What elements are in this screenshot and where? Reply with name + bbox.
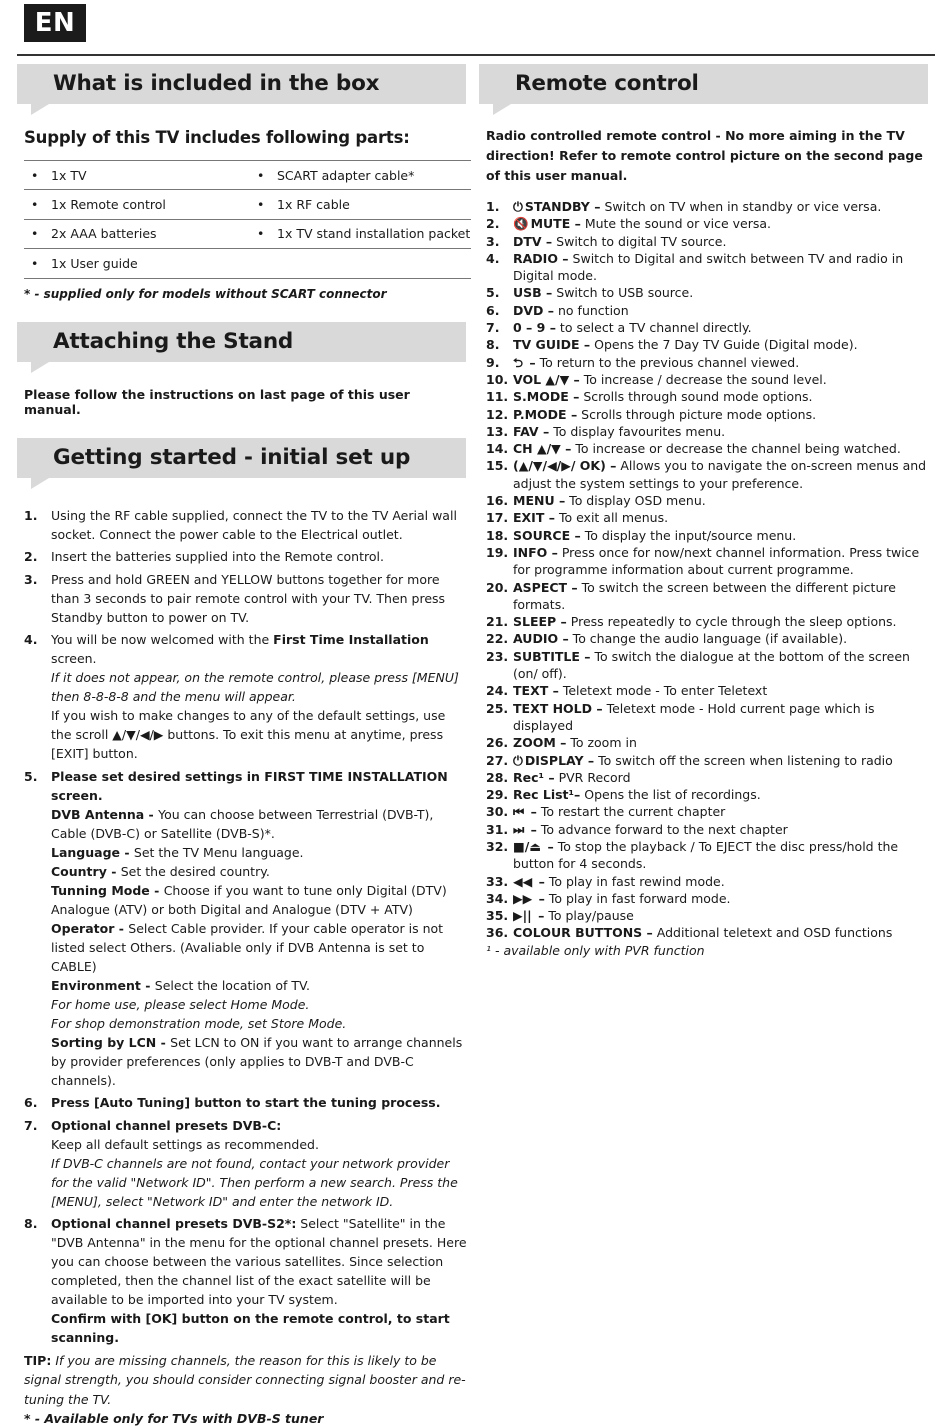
remote-key-label: DVD – [513,302,555,318]
remote-item: 18. SOURCE – To display the input/source menu. [486,527,797,543]
remote-key-description: To change the audio language (if available). [568,631,848,647]
remote-key-description: To increase / decrease the sound level. [579,371,827,387]
list-item: 2. Insert the batteries supplied into the Remote control. [24,549,384,565]
remote-key-label: SLEEP – [513,614,567,630]
stand-heading: Attaching the Stand [53,328,294,354]
remote-key-label: – [533,908,545,924]
left-column [17,64,471,1426]
table-row [24,219,471,248]
remote-item: 19. INFO – Press once for now/next channel information. Press twice for programme information about current programme. [486,544,920,578]
remote-key-description: Scrolls through picture mode options. [577,406,817,422]
remote-item: 33. ◀◀ – To play in fast rewind mode. [486,873,725,889]
remote-key-description: Opens the list of recordings. [580,787,761,803]
remote-item: 3. DTV – Switch to digital TV source. [486,233,727,249]
remote-item: 26. ZOOM – To zoom in [486,735,637,751]
part-cell: • 1x User guide [24,249,250,278]
stand-text: Please follow the instructions on last page of this user manual. [24,386,410,417]
remote-item: 7. 0 – 9 – to select a TV channel directly. [486,320,752,336]
remote-key-label: RADIO – [513,250,569,266]
remote-key-description: Switch to USB source. [552,285,694,301]
box-section-header [17,64,466,104]
remote-item: 23. SUBTITLE – To switch the dialogue at the bottom of the screen (on/ off). [486,648,910,682]
remote-key-label: AUDIO – [513,631,569,647]
remote-key-label: TEXT – [513,683,559,699]
remote-key-description: Scrolls through sound mode options. [579,389,813,405]
remote-key-description: Opens the 7 Day TV Guide (Digital mode). [590,337,858,353]
table-row [24,161,471,190]
remote-key-description: To switch the screen between the different picture formats. [513,579,896,612]
remote-key-label: – [526,821,537,837]
remote-key-label: SUBTITLE – [513,648,591,664]
remote-item: 9. ⮌ – To return to the previous channel viewed. [486,354,800,370]
remote-key-description: Teletext mode - Hold current page which is displayed [513,700,875,733]
stand-section-header [17,322,466,362]
remote-key-label: DISPLAY – [524,752,595,768]
part-cell [250,249,471,278]
remote-key-description: Mute the sound or vice versa. [580,216,772,232]
remote-button-icon: ⏻ [513,752,523,768]
remote-item: 25. TEXT HOLD – Teletext mode - Hold current page which is displayed [486,700,875,733]
remote-key-label: (▲/▼/◀/▶/ OK) – [513,458,617,474]
remote-button-icon: ▶▶ [513,890,533,906]
remote-button-icon: ⮌ [513,354,524,370]
remote-key-label: 0 – 9 – [513,320,556,336]
remote-item: 12. P.MODE – Scrolls through picture mode options. [486,406,817,422]
part-cell: • 1x Remote control [24,190,250,219]
setup-steps [24,506,469,1348]
remote-key-label: EXIT – [513,510,555,526]
remote-key-description: To display the input/source menu. [580,527,797,543]
language-badge: EN [24,4,86,42]
remote-key-label: STANDBY – [524,199,601,214]
remote-key-description: To display OSD menu. [565,493,706,509]
list-item: 5. Please set desired settings in FIRST TIME INSTALLATION screen. DVB Antenna - You can choose between Terrestrial (DVB-T), Cable (DVB-C) or Satellite (DVB-S)*. Language - Set the TV Menu language. Country - Set the desired country. Tunning Mode - Choose if you want to tune only Digital (DTV) Analogue (ATV) or both Digital and Analogue (DTV + ATV) Operator - Select Cable provider. If your cable operator is not listed select Others. (Avaliable only if DVB Antenna is set to CABLE) Environment - Select the location of TV. For home use, please select Home Mode. For shop demonstration mode, set Store Mode. Sorting by LCN - Set LCN to ON if you want to arrange channels by provider preferences (only applies to DVB-T and DVB-C channels). [24,768,463,1088]
list-item: 3. Press and hold GREEN and YELLOW buttons together for more than 3 seconds to pair remote control with your TV. Then press Standby button to power on TV. [24,571,446,625]
setup-heading: Getting started - initial set up [53,444,411,470]
list-item: 8. Optional channel presets DVB-S2*: Select "Satellite" in the "DVB Antenna" in the menu for the optional channel presets. Here you can choose between the various satellites. Since selection completed, then the channel list of the exact satellite will be available to be imported into your TV system. Confirm with [OK] button on the remote control, to start scanning. [24,1216,467,1346]
remote-key-label: MENU – [513,493,566,509]
remote-button-icon: ▶|| [513,908,532,924]
remote-item: 14. CH ▲/▼ – To increase or decrease the channel being watched. [486,441,901,457]
remote-key-label: INFO – [513,544,558,560]
part-cell: • SCART adapter cable* [250,161,471,190]
remote-key-label: – [526,804,537,820]
remote-key-label: USB – [513,285,553,301]
remote-key-label: – [543,838,554,854]
remote-key-label: TV GUIDE – [513,337,591,353]
remote-function-list [486,198,928,942]
remote-item: 11. S.MODE – Scrolls through sound mode options. [486,389,813,405]
remote-key-label: – [534,890,545,906]
part-cell: • 1x TV [24,161,250,190]
remote-item: 2. 🔇 MUTE – Mute the sound or vice versa. [486,216,772,232]
list-item: 6. Press [Auto Tuning] button to start the tuning process. [24,1095,441,1111]
remote-item: 4. RADIO – Switch to Digital and switch between TV and radio in Digital mode. [486,250,904,284]
part-cell: • 2x AAA batteries [24,219,250,248]
remote-item: 29. Rec List¹– Opens the list of recordings. [486,787,761,803]
remote-key-label: MUTE – [530,216,581,232]
remote-item: 27. ⏻ DISPLAY – To switch off the screen when listening to radio [486,752,893,768]
table-row [24,190,471,219]
remote-key-label: TEXT HOLD – [513,700,603,716]
remote-key-description: To increase or decrease the channel being watched. [571,441,901,457]
remote-key-label: DTV – [513,233,553,249]
list-item: 1. Using the RF cable supplied, connect the TV to the TV Aerial wall socket. Connect the power cable to the Electrical outlet. [24,507,457,542]
remote-item: 21. SLEEP – Press repeatedly to cycle through the sleep options. [486,614,897,630]
remote-key-label: S.MODE – [513,389,580,405]
remote-key-description: To switch the dialogue at the bottom of the screen (on/ off). [513,648,910,682]
remote-item: 6. DVD – no function [486,302,629,318]
remote-heading: Remote control [515,71,699,96]
remote-key-description: To stop the playback / To EJECT the disc press/hold the button for 4 seconds. [513,838,899,872]
part-cell: • 1x TV stand installation packet [250,219,471,248]
remote-key-label: – [534,873,545,889]
remote-item: 13. FAV – To display favourites menu. [486,423,726,439]
remote-button-icon: 🔇 [513,216,529,232]
remote-key-label: Rec List¹– [513,787,581,803]
remote-button-icon: ⏻ [513,199,523,214]
supply-title: Supply of this TV includes following parts: [24,128,410,147]
remote-key-description: To zoom in [566,735,637,751]
remote-item: 17. EXIT – To exit all menus. [486,510,669,526]
table-row [24,249,471,278]
remote-item: 32. ■/⏏ – To stop the playback / To EJECT the disc press/hold the button for 4 seconds. [486,838,899,872]
remote-item: 35. ▶|| – To play/pause [486,908,634,924]
setup-section-header [17,438,466,478]
remote-key-label: FAV – [513,423,550,439]
remote-key-description: To play/pause [544,908,634,924]
remote-button-icon: ⏭ [513,821,525,837]
remote-key-description: To display favourites menu. [549,423,726,439]
right-column [479,64,928,958]
remote-button-icon: ⏮ [513,804,525,820]
remote-key-description: Additional teletext and OSD functions [652,925,893,941]
dvbs-note: * - Available only for TVs with DVB-S tuner [24,1411,324,1426]
top-divider [17,54,935,56]
remote-section-header [479,64,928,104]
part-cell: • 1x RF cable [250,190,471,219]
remote-key-description: PVR Record [554,769,631,785]
remote-key-description: no function [554,302,629,318]
box-heading: What is included in the box [53,71,380,96]
remote-key-description: Switch on TV when in standby or vice versa. [600,199,882,214]
remote-item: 34. ▶▶ – To play in fast forward mode. [486,890,731,906]
remote-item: 5. USB – Switch to USB source. [486,285,694,301]
list-item: 7. Optional channel presets DVB-C: Keep all default settings as recommended. If DVB-C channels are not found, contact your network provider for the valid "Network ID". Then perform a new search. Press the [MENU], select "Network ID" and enter the network ID. [24,1117,458,1209]
remote-key-description: To advance forward to the next chapter [536,821,788,837]
remote-key-label: SOURCE – [513,527,581,543]
remote-key-description: Allows you to navigate the on-screen menus and adjust the system settings to your preference. [513,458,927,491]
remote-item: 16. MENU – To display OSD menu. [486,493,706,509]
remote-item: 1. ⏻ STANDBY – Switch on TV when in standby or vice versa. [486,199,882,214]
remote-key-label: P.MODE – [513,406,578,422]
remote-intro: Radio controlled remote control - No more aiming in the TV direction! Refer to remote control picture on the second page of this user manual. [486,128,923,183]
remote-key-description: To return to the previous channel viewed. [535,354,800,370]
remote-key-description: to select a TV channel directly. [555,320,752,336]
remote-item: 36. COLOUR BUTTONS – Additional teletext and OSD functions [486,925,893,941]
parts-table [24,160,471,279]
remote-item: 28. Rec¹ – PVR Record [486,769,631,785]
remote-item: 24. TEXT – Teletext mode - To enter Teletext [486,683,768,699]
remote-key-label: COLOUR BUTTONS – [513,925,653,941]
remote-key-description: Press once for now/next channel information. Press twice for programme information about current programme. [513,544,920,578]
remote-key-label: Rec¹ – [513,769,555,785]
remote-key-label: VOL ▲/▼ – [513,371,580,387]
remote-key-label: CH ▲/▼ – [513,441,572,457]
remote-key-description: Press repeatedly to cycle through the sleep options. [566,614,897,630]
pvr-note: ¹ - available only with PVR function [486,942,705,958]
remote-key-label: ZOOM – [513,735,567,751]
remote-button-icon: ■/⏏ [513,838,542,854]
list-item: 4. You will be now welcomed with the First Time Installation screen. If it does not appear, on the remote control, please press [MENU] then 8-8-8-8 and the menu will appear. If you wish to make changes to any of the default settings, use the scroll ▲/▼/◀/▶ buttons. To exit this menu at anytime, press [EXIT] button. [24,632,459,762]
remote-key-description: Switch to Digital and switch between TV and radio in Digital mode. [513,250,904,284]
remote-key-description: To exit all menus. [554,510,669,526]
remote-key-description: Switch to digital TV source. [552,233,727,249]
remote-item: 10. VOL ▲/▼ – To increase / decrease the sound level. [486,371,827,387]
remote-item: 8. TV GUIDE – Opens the 7 Day TV Guide (Digital mode). [486,337,858,353]
remote-key-description: To restart the current chapter [536,804,726,820]
tip-text: TIP: If you are missing channels, the reason for this is likely to be signal strength, you should consider connecting signal booster and re-tuning the TV. [24,1352,466,1407]
remote-button-icon: ◀◀ [513,873,533,889]
remote-key-description: To play in fast rewind mode. [544,873,725,889]
remote-item: 15. (▲/▼/◀/▶/ OK) – Allows you to navigate the on-screen menus and adjust the system settings to your preference. [486,458,927,491]
remote-key-label: ASPECT – [513,579,578,595]
remote-key-description: To play in fast forward mode. [544,890,731,906]
parts-note: * - supplied only for models without SCART connector [24,286,387,301]
remote-item: 31. ⏭ – To advance forward to the next chapter [486,821,788,837]
remote-key-description: To switch off the screen when listening to radio [594,752,893,768]
remote-item: 22. AUDIO – To change the audio language (if available). [486,631,848,647]
remote-item: 20. ASPECT – To switch the screen between the different picture formats. [486,579,896,612]
remote-item: 30. ⏮ – To restart the current chapter [486,804,726,820]
remote-key-description: Teletext mode - To enter Teletext [558,683,768,699]
remote-key-label: – [525,354,536,370]
